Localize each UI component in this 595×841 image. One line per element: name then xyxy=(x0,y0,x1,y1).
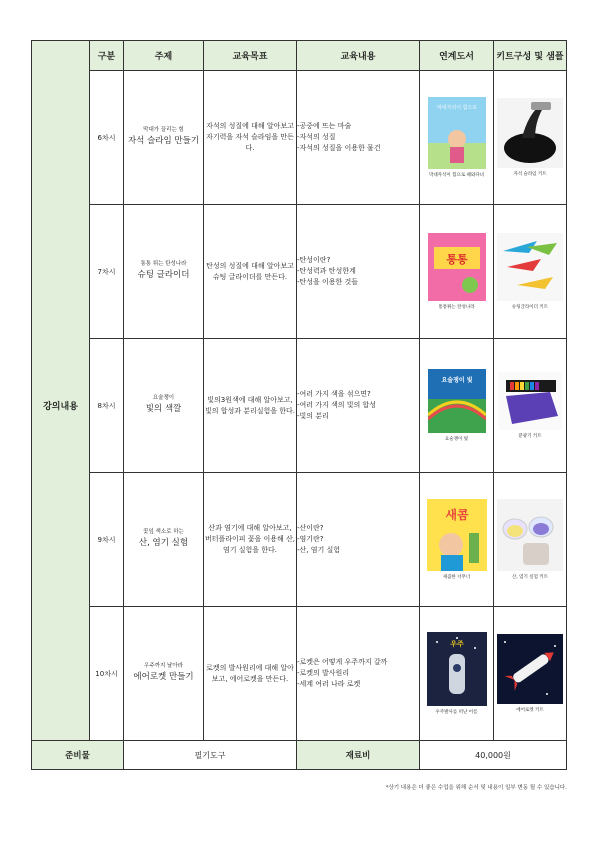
topic-title: 빛의 색깔 xyxy=(145,404,182,415)
content-line: -여러 가지 색의 빛의 합성 xyxy=(297,400,377,409)
col-header-content: 교육내용 xyxy=(297,41,420,71)
content-line: -산, 염기 실험 xyxy=(297,546,341,555)
fee-value: 40,000원 xyxy=(420,741,567,770)
topic-title: 산, 염기 실험 xyxy=(138,538,189,549)
topic-title: 슈팅 글라이더 xyxy=(137,270,190,281)
book-cover-image xyxy=(427,499,487,571)
col-header-division: 구분 xyxy=(90,41,124,71)
content-line: -산이란? xyxy=(297,523,324,532)
content-line: -세계 여러 나라 로켓 xyxy=(297,680,361,689)
topic-title: 에어로켓 만들기 xyxy=(133,672,194,683)
kit-caption: 산, 염기 실험 키트 xyxy=(511,574,549,580)
col-header-goal: 교육목표 xyxy=(204,41,297,71)
book-cell xyxy=(420,205,494,339)
col-header-book: 연계도서 xyxy=(420,41,494,71)
book-cover-image xyxy=(427,632,487,706)
session-goal: 자석의 성질에 대해 알아보고 자기력을 자석 슬라임을 만든다. xyxy=(204,71,297,205)
session-content xyxy=(297,607,420,741)
session-goal: 산과 염기에 대해 알아보고, 버터플라이피 꽃을 이용해 산, 염기 실험을 한다. xyxy=(204,473,297,607)
session-number: 9차시 xyxy=(90,473,124,607)
kit-cell xyxy=(494,607,567,741)
session-topic xyxy=(124,473,204,607)
topic-subtitle: 꽃잎 색소로 하는 xyxy=(143,529,184,536)
footnote: *상기 내용은 더 좋은 수업을 위해 순서 및 내용이 일부 변동 될 수 있습니다. xyxy=(385,785,567,791)
kit-caption: 자석 슬라임 키트 xyxy=(513,171,547,177)
materials-value: 필기도구 xyxy=(124,741,297,770)
topic-subtitle: 요술쟁이 xyxy=(152,395,175,402)
col-header-topic: 주제 xyxy=(124,41,204,71)
header-row xyxy=(32,41,567,71)
book-caption: 우주발사를 떠난 어름 xyxy=(435,709,478,715)
fee-label: 재료비 xyxy=(297,741,420,770)
content-line: -공중에 뜨는 마술 xyxy=(297,121,352,130)
session-number: 8차시 xyxy=(90,339,124,473)
book-cover-title: 막대자석이 힘으로 xyxy=(436,104,477,111)
session-number: 6차시 xyxy=(90,71,124,205)
session-row xyxy=(32,473,567,607)
kit-caption: 슈팅글라이더 키트 xyxy=(511,304,549,310)
footer-row xyxy=(32,741,567,770)
book-cell xyxy=(420,339,494,473)
section-header-corner xyxy=(32,41,90,71)
content-line: -자석의 성질 xyxy=(297,132,336,141)
session-row xyxy=(32,339,567,473)
section-label: 강의내용 xyxy=(32,71,90,741)
book-caption: 새콤한 너무너 xyxy=(442,574,471,580)
content-line: -탄성이란? xyxy=(297,255,331,264)
book-caption: 요술쟁이 빛 xyxy=(444,436,469,442)
kit-sample-image xyxy=(497,499,563,571)
session-content xyxy=(297,205,420,339)
session-row xyxy=(32,205,567,339)
kit-cell xyxy=(494,339,567,473)
kit-cell xyxy=(494,473,567,607)
topic-subtitle: 통통 튀는 탄성나라 xyxy=(140,261,187,268)
kit-sample-image xyxy=(497,233,563,301)
content-line: -탄성력과 탄성한계 xyxy=(297,266,356,275)
book-caption: 통통튀는 탄성나라 xyxy=(438,304,475,310)
session-number: 7차시 xyxy=(90,205,124,339)
curriculum-table xyxy=(31,40,567,770)
book-cover-title: 통통 xyxy=(445,252,468,266)
book-caption: 막대자석이 힘으로 때와다녀 xyxy=(428,172,485,178)
session-topic xyxy=(124,339,204,473)
kit-cell xyxy=(494,71,567,205)
session-content xyxy=(297,71,420,205)
session-row xyxy=(32,71,567,205)
book-cell xyxy=(420,607,494,741)
session-content xyxy=(297,473,420,607)
session-number: 10차시 xyxy=(90,607,124,741)
topic-title: 자석 슬라임 만들기 xyxy=(127,136,200,147)
col-header-kit: 키트구성 및 샘플 xyxy=(494,41,567,71)
content-line: -염기란? xyxy=(297,534,324,543)
content-line: -로켓의 발사원리 xyxy=(297,668,350,677)
session-goal: 로켓의 발사원리에 대해 알아보고, 에어로켓을 만든다. xyxy=(204,607,297,741)
book-cover-image xyxy=(428,97,486,169)
content-line: -로켓은 어떻게 우주까지 갈까 xyxy=(297,657,388,666)
kit-sample-image xyxy=(497,634,563,704)
session-topic xyxy=(124,71,204,205)
session-goal: 빛의3원색에 대해 알아보고, 빛의 합성과 분리실험을 한다. xyxy=(204,339,297,473)
kit-sample-image xyxy=(498,372,562,430)
book-cover-title: 우주 xyxy=(449,639,464,648)
content-line: -탄성을 이용한 것들 xyxy=(297,278,359,287)
kit-caption: 에어로켓 키트 xyxy=(516,707,544,713)
book-cover-title: 요술쟁이 빛 xyxy=(440,376,473,384)
session-goal: 탄성의 성질에 대해 알아보고 슈팅 글라이더를 만든다. xyxy=(204,205,297,339)
book-cell xyxy=(420,71,494,205)
kit-sample-image xyxy=(497,98,563,168)
session-row xyxy=(32,607,567,741)
content-line: -빛의 분리 xyxy=(297,412,329,421)
book-cell xyxy=(420,473,494,607)
kit-cell xyxy=(494,205,567,339)
book-cover-image xyxy=(428,369,486,433)
content-line: -자석의 성질을 이용한 물건 xyxy=(297,144,381,153)
materials-label: 준비물 xyxy=(32,741,124,770)
content-line: -여러 가지 색을 섞으면? xyxy=(297,389,371,398)
session-content xyxy=(297,339,420,473)
kit-caption: 분광기 키트 xyxy=(518,433,542,439)
session-topic xyxy=(124,607,204,741)
book-cover-title: 새콤 xyxy=(444,507,469,522)
topic-subtitle: 막대가 끌리는 힘 xyxy=(143,127,184,134)
book-cover-image xyxy=(428,233,486,301)
topic-subtitle: 우주까지 날아라 xyxy=(144,663,183,670)
session-topic xyxy=(124,205,204,339)
